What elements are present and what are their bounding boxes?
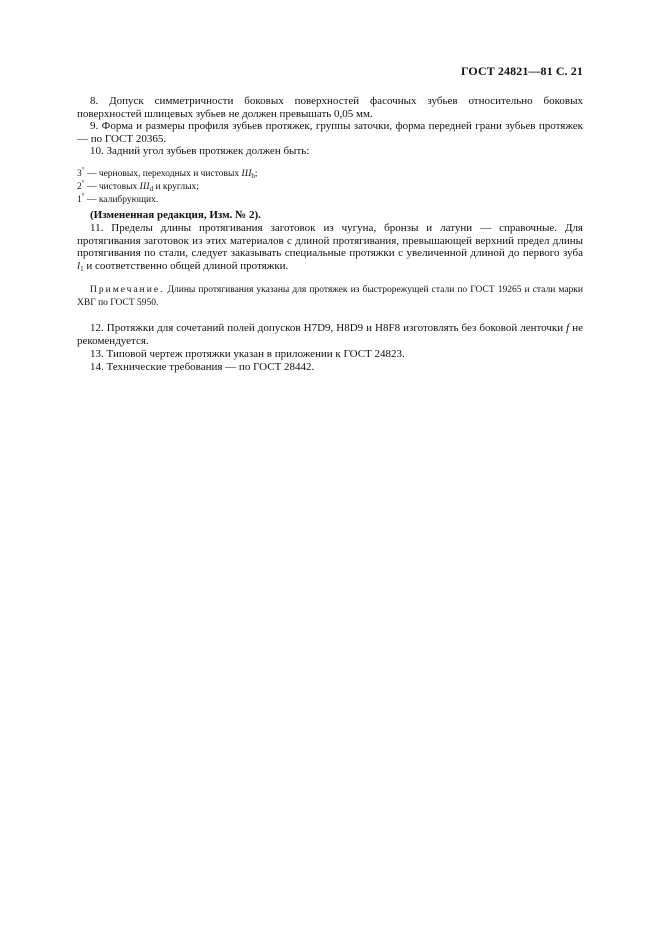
symbol: f <box>566 322 570 334</box>
symbol: Ш <box>139 182 150 192</box>
angle-end: и круглых; <box>153 182 199 192</box>
angle-desc: — чистовых <box>84 182 140 192</box>
angle-end: ; <box>254 169 258 179</box>
symbol-subscript: 1 <box>80 264 84 273</box>
paragraph-12-text: 12. Протяжки для сочетаний полей допусков H7D9, H8D9 и H8F8 изготовлять без боковой ленточки <box>90 322 567 334</box>
paragraph-11-text-end: и соответственно общей длиной протяжки. <box>83 259 289 272</box>
angle-item-3 <box>77 190 583 207</box>
note <box>77 284 583 309</box>
paragraph-9: 9. Форма и размеры профиля зубьев протяжек, группы заточки, форма передней грани зубьев протяжек — по ГОСТ 20365. <box>77 120 583 145</box>
note-label: Примечание. <box>90 285 165 295</box>
paragraph-13: 13. Типовой чертеж протяжки указан в приложении к ГОСТ 24823. <box>90 348 405 360</box>
symbol: l <box>77 259 81 272</box>
degree-sign: ° <box>81 166 85 174</box>
paragraph-8: 8. Допуск симметричности боковых поверхностей фасочных зубьев относительно боковых поверхностей шлицевых зубьев не должен превышать 0,05 мм. <box>77 95 583 120</box>
degree-sign: ° <box>81 179 85 187</box>
paragraph-12-text-end: не рекомендуется. <box>77 322 583 347</box>
paragraph-11 <box>77 222 583 275</box>
amendment-note: (Измененная редакция, Изм. № 2). <box>90 209 261 221</box>
paragraph-11-text: 11. Пределы длины протягивания заготовок из чугуна, бронзы и латуни — справочные. Для протягивания заготовок из этих материалов с длиной протягивания, превышающей верхний предел длины протягивания по стали, следует заказывать специальные протяжки с увеличенной длиной до первого зуба <box>77 222 583 259</box>
paragraph-12 <box>77 322 583 347</box>
symbol-subscript: b <box>251 172 255 180</box>
paragraph-14: 14. Технические требования — по ГОСТ 28442. <box>90 361 315 373</box>
angle-value: 1 <box>77 195 82 205</box>
angle-value: 3 <box>77 169 82 179</box>
symbol: Ш <box>241 169 252 179</box>
symbol-subscript: d <box>149 185 154 193</box>
angle-value: 2 <box>77 182 82 192</box>
note-text: Длины протягивания указаны для протяжек из быстрорежущей стали по ГОСТ 19265 и стали марки ХВГ по ГОСТ 5950. <box>77 285 583 308</box>
page-header: ГОСТ 24821—81 С. 21 <box>460 64 583 78</box>
angle-desc: — калибрующих. <box>84 195 159 205</box>
paragraph-10: 10. Задний угол зубьев протяжек должен быть: <box>90 145 310 157</box>
degree-sign: ° <box>81 192 85 200</box>
angle-desc: — черновых, переходных и чистовых <box>84 169 242 179</box>
